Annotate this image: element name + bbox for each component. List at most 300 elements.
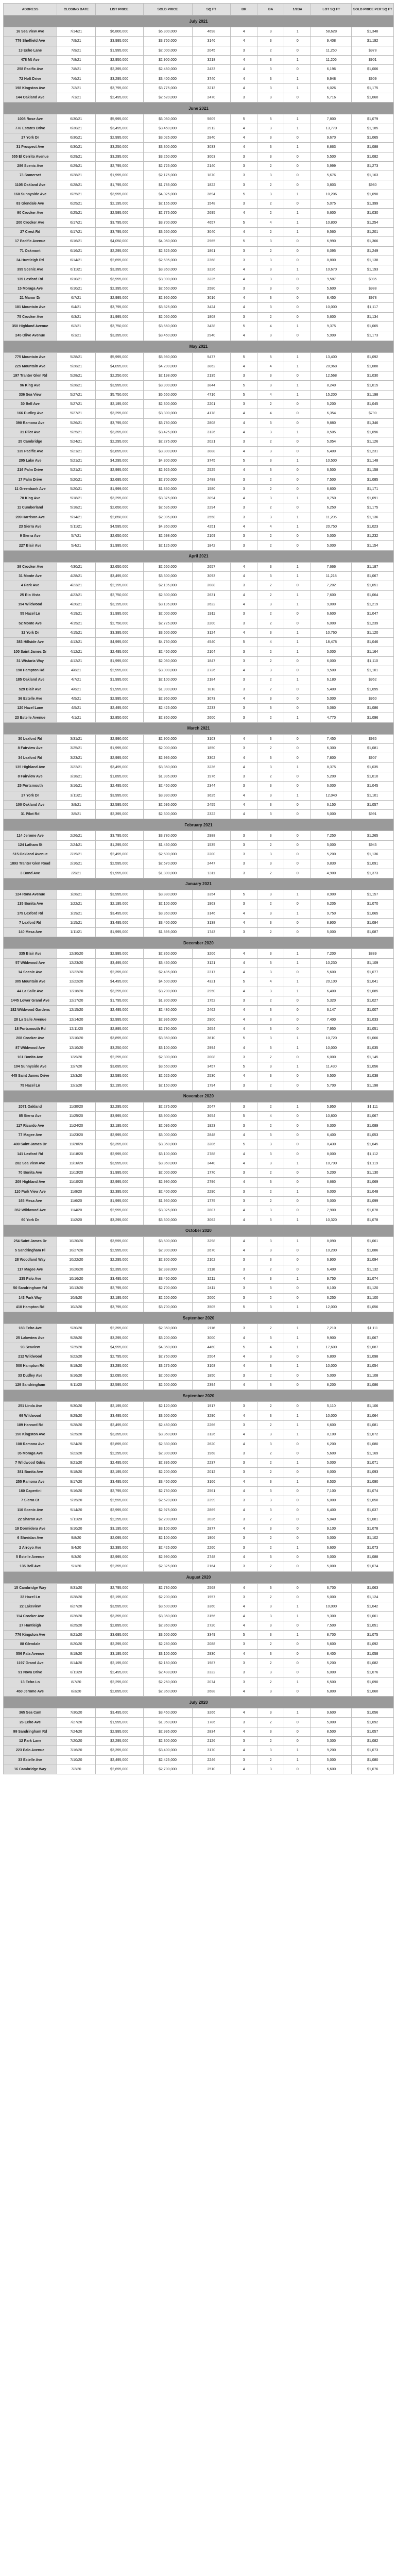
value-cell: 3062 <box>192 1215 231 1225</box>
table-row <box>4 124 394 133</box>
value-cell: 2620 <box>192 1439 231 1449</box>
value-cell: 7/24/20 <box>57 1727 96 1736</box>
value-cell: 11/23/20 <box>57 1130 96 1140</box>
value-cell: 5/21/21 <box>57 447 96 456</box>
value-cell: 4 <box>231 209 257 218</box>
value-cell: $2,395,000 <box>95 1187 143 1196</box>
value-cell: 1842 <box>192 541 231 550</box>
value-cell: 9/28/20 <box>57 1420 96 1430</box>
value-cell: 2455 <box>192 800 231 809</box>
address-cell: 1893 Tranter Glen Road <box>4 859 57 869</box>
address-cell: 556 Pala Avenue <box>4 1649 57 1658</box>
value-cell: 2109 <box>192 532 231 541</box>
value-cell: 3 <box>231 772 257 781</box>
value-cell: 4 <box>231 666 257 675</box>
value-cell: 4 <box>231 1015 257 1024</box>
value-cell: 2/24/21 <box>57 840 96 850</box>
value-cell: 2 <box>257 869 284 878</box>
value-cell: 3 <box>257 190 284 199</box>
value-cell: 2 <box>257 1562 284 1571</box>
value-cell: $2,695,000 <box>95 256 143 265</box>
value-cell: 0 <box>284 1196 311 1206</box>
table-row <box>4 409 394 418</box>
address-cell: 135 Highland Ave <box>4 762 57 772</box>
value-cell: 6,250 <box>311 503 352 513</box>
value-cell: 6,095 <box>311 246 352 256</box>
value-cell: $2,195,000 <box>95 581 143 590</box>
value-cell: $2,595,000 <box>95 1380 143 1389</box>
address-cell: 39 Crocker Ave <box>4 562 57 571</box>
value-cell: $2,995,000 <box>95 753 143 762</box>
value-cell: 4 <box>231 1621 257 1630</box>
table-row <box>4 46 394 55</box>
value-cell: 6/30/21 <box>57 124 96 133</box>
value-cell: $2,925,000 <box>143 466 192 475</box>
value-cell: $1,995,000 <box>95 869 143 878</box>
value-cell: $1,249 <box>352 246 394 256</box>
address-cell: 23 Sierra Ave <box>4 522 57 531</box>
value-cell: 5,676 <box>311 171 352 180</box>
value-cell: $3,695,000 <box>95 1631 143 1640</box>
address-cell: 197 Tranter Glen Rd <box>4 371 57 381</box>
value-cell: 8,900 <box>311 890 352 899</box>
value-cell: 12,568 <box>311 371 352 381</box>
table-row <box>4 161 394 171</box>
value-cell: $3,995,000 <box>95 37 143 46</box>
table-row <box>4 791 394 800</box>
value-cell: 5,000 <box>311 928 352 937</box>
table-row <box>4 1256 394 1265</box>
value-cell: $2,295,000 <box>95 1102 143 1111</box>
value-cell: $2,450,000 <box>143 1420 192 1430</box>
value-cell: 0 <box>284 1256 311 1265</box>
value-cell: 6/29/21 <box>57 161 96 171</box>
value-cell: $3,395,000 <box>95 428 143 437</box>
value-cell: $2,750,000 <box>95 619 143 628</box>
table-row <box>4 1468 394 1477</box>
column-header: LIST PRICE <box>95 4 143 15</box>
value-cell: 9,948 <box>311 74 352 83</box>
table-row <box>4 1496 394 1505</box>
address-cell: 129 Sandringham <box>4 1380 57 1389</box>
value-cell: $1,173 <box>352 331 394 341</box>
value-cell: 3 <box>231 1324 257 1333</box>
value-cell: $3,500,000 <box>143 1236 192 1246</box>
value-cell: 1 <box>284 321 311 331</box>
table-row <box>4 1159 394 1168</box>
value-cell: $2,795,000 <box>95 1352 143 1362</box>
value-cell: $2,495,000 <box>95 850 143 859</box>
value-cell: 3 <box>257 600 284 609</box>
value-cell: 3 <box>231 1420 257 1430</box>
value-cell: 2047 <box>192 1102 231 1111</box>
value-cell: 1850 <box>192 1371 231 1380</box>
value-cell: $1,995,000 <box>95 541 143 550</box>
value-cell: 5 <box>231 456 257 465</box>
value-cell: 6,800 <box>311 1687 352 1696</box>
value-cell: $2,775,000 <box>143 209 192 218</box>
value-cell: 3 <box>257 124 284 133</box>
value-cell: 0 <box>284 1727 311 1736</box>
value-cell: $3,700,000 <box>143 1302 192 1312</box>
value-cell: 12/7/20 <box>57 1062 96 1071</box>
value-cell: $3,660,000 <box>143 321 192 331</box>
value-cell: 1 <box>284 628 311 637</box>
address-cell: 16 Sea View Ave <box>4 27 57 37</box>
value-cell: 5,000 <box>311 840 352 850</box>
value-cell: 0 <box>284 840 311 850</box>
table-row <box>4 312 394 321</box>
value-cell: $1,067 <box>352 1333 394 1343</box>
value-cell: 9/16/20 <box>57 1486 96 1496</box>
value-cell: $1,175 <box>352 503 394 513</box>
value-cell: 1311 <box>192 869 231 878</box>
value-cell: $2,500,000 <box>143 850 192 859</box>
value-cell: 6,354 <box>311 409 352 418</box>
value-cell: 2 <box>257 1640 284 1649</box>
value-cell: 9/30/20 <box>57 1324 96 1333</box>
table-row <box>4 628 394 637</box>
column-header: CLOSING DATE <box>57 4 96 15</box>
value-cell: $978 <box>352 294 394 303</box>
value-cell: 4 <box>231 55 257 64</box>
value-cell: 10,670 <box>311 265 352 275</box>
value-cell: 11/18/20 <box>57 1149 96 1159</box>
address-cell: 33 Dudley Ave <box>4 1371 57 1380</box>
value-cell: 1 <box>284 890 311 899</box>
table-row <box>4 371 394 381</box>
table-row <box>4 494 394 503</box>
value-cell: $1,090 <box>352 190 394 199</box>
value-cell: 8,000 <box>311 1149 352 1159</box>
value-cell: $2,000,000 <box>143 46 192 55</box>
value-cell: 8,375 <box>311 762 352 772</box>
value-cell: 3 <box>231 928 257 937</box>
value-cell: 0 <box>284 1072 311 1081</box>
value-cell: 1 <box>284 1708 311 1718</box>
value-cell: 4 <box>231 265 257 275</box>
value-cell: $2,325,000 <box>143 246 192 256</box>
value-cell: 4 <box>231 1505 257 1515</box>
value-cell: 9/17/20 <box>57 1477 96 1486</box>
address-cell: 110 Scenic Ave <box>4 1505 57 1515</box>
value-cell: $1,045 <box>352 1140 394 1149</box>
value-cell: 3 <box>231 581 257 590</box>
value-cell: 1/28/21 <box>57 890 96 899</box>
value-cell: 3 <box>257 1621 284 1630</box>
value-cell: $3,395,000 <box>95 1612 143 1621</box>
value-cell: $1,061 <box>352 1612 394 1621</box>
value-cell: $3,250,000 <box>143 152 192 161</box>
value-cell: $3,300,000 <box>143 143 192 152</box>
address-cell: 36 Estelle Ave <box>4 694 57 703</box>
value-cell: 5/4/21 <box>57 541 96 550</box>
value-cell: $2,300,000 <box>143 1449 192 1458</box>
value-cell: 0 <box>284 1621 311 1630</box>
value-cell: 8,700 <box>311 1631 352 1640</box>
address-cell: 85 Sierra Ave <box>4 1112 57 1121</box>
value-cell: 2045 <box>192 46 231 55</box>
value-cell: 0 <box>284 256 311 265</box>
value-cell: $3,295,000 <box>95 494 143 503</box>
value-cell: $2,990,000 <box>95 734 143 743</box>
value-cell: 1847 <box>192 656 231 666</box>
value-cell: 8,530 <box>311 1477 352 1486</box>
value-cell: $2,495,000 <box>95 1755 143 1765</box>
value-cell: 3438 <box>192 321 231 331</box>
value-cell: 3 <box>231 1534 257 1543</box>
value-cell: 10,206 <box>311 190 352 199</box>
column-header: BR <box>231 4 257 15</box>
value-cell: 1 <box>284 1043 311 1053</box>
value-cell: 5,400 <box>311 685 352 694</box>
value-cell: 10/30/20 <box>57 1236 96 1246</box>
value-cell: 5,200 <box>311 399 352 409</box>
value-cell: $3,500,000 <box>143 628 192 637</box>
value-cell: $3,650,000 <box>143 1062 192 1071</box>
value-cell: 1 <box>284 1543 311 1552</box>
address-cell: 120 Hazel Lane <box>4 704 57 713</box>
value-cell: 0 <box>284 1178 311 1187</box>
value-cell: 2 <box>257 199 284 209</box>
value-cell: 6,600 <box>311 1420 352 1430</box>
value-cell: 3 <box>257 791 284 800</box>
value-cell: $1,995,000 <box>95 656 143 666</box>
address-cell: 34 Lexford Rd <box>4 753 57 762</box>
value-cell: $2,450,000 <box>143 647 192 656</box>
value-cell: $1,050 <box>352 1496 394 1505</box>
value-cell: 6,300 <box>311 744 352 753</box>
value-cell: 11/25/20 <box>57 1112 96 1121</box>
value-cell: 5,110 <box>311 1402 352 1411</box>
value-cell: $945 <box>352 840 394 850</box>
value-cell: $1,035 <box>352 1043 394 1053</box>
value-cell: 2008 <box>192 1053 231 1062</box>
table-row <box>4 1343 394 1352</box>
value-cell: $2,400,000 <box>143 1187 192 1196</box>
table-row <box>4 1668 394 1677</box>
value-cell: 4 <box>231 466 257 475</box>
value-cell: $2,395,000 <box>95 1265 143 1274</box>
value-cell: $3,400,000 <box>143 918 192 927</box>
value-cell: $2,495,000 <box>95 1668 143 1677</box>
value-cell: 3093 <box>192 572 231 581</box>
value-cell: $3,195,000 <box>95 1524 143 1534</box>
value-cell: 4 <box>257 638 284 647</box>
value-cell: $1,145 <box>352 1053 394 1062</box>
table-row <box>4 977 394 987</box>
value-cell: 2126 <box>192 1736 231 1745</box>
value-cell: 4 <box>231 143 257 152</box>
column-header: SOLD PRICE <box>143 4 192 15</box>
value-cell: $1,064 <box>352 590 394 600</box>
value-cell: 11,218 <box>311 572 352 581</box>
address-cell: 775 Mountain Ave <box>4 352 57 362</box>
value-cell: $1,219 <box>352 600 394 609</box>
value-cell: 5477 <box>192 352 231 362</box>
value-cell: 4 <box>231 522 257 531</box>
value-cell: $1,030 <box>352 209 394 218</box>
value-cell: $2,425,000 <box>143 1543 192 1552</box>
value-cell: $1,088 <box>352 362 394 371</box>
value-cell: $2,260,000 <box>143 1677 192 1687</box>
value-cell: $3,300,000 <box>143 409 192 418</box>
table-row <box>4 1072 394 1081</box>
value-cell: 9,000 <box>311 600 352 609</box>
value-cell: 10,200 <box>311 1246 352 1256</box>
value-cell: 0 <box>284 1371 311 1380</box>
table-row <box>4 1486 394 1496</box>
value-cell: 1 <box>284 1343 311 1352</box>
value-cell: 11/16/20 <box>57 1159 96 1168</box>
value-cell: 1 <box>284 1411 311 1420</box>
table-row <box>4 1081 394 1090</box>
value-cell: $2,600,000 <box>143 1380 192 1389</box>
value-cell: $3,460,000 <box>143 958 192 968</box>
value-cell: 4460 <box>192 1343 231 1352</box>
value-cell: $3,495,000 <box>95 918 143 927</box>
table-row <box>4 390 394 399</box>
value-cell: 5/20/21 <box>57 484 96 494</box>
value-cell: 3 <box>257 1024 284 1033</box>
value-cell: $2,450,000 <box>143 65 192 74</box>
value-cell: 4 <box>231 600 257 609</box>
table-row <box>4 1333 394 1343</box>
column-header: 1/2BA <box>284 4 311 15</box>
value-cell: 7,250 <box>311 831 352 840</box>
value-cell: $1,995,000 <box>95 1168 143 1177</box>
value-cell: $1,079 <box>352 114 394 124</box>
value-cell: 0 <box>284 1206 311 1215</box>
value-cell: 0 <box>284 1718 311 1727</box>
value-cell: $1,995,000 <box>95 171 143 180</box>
month-header-row <box>4 1225 394 1236</box>
value-cell: 4 <box>231 968 257 977</box>
value-cell: 2 <box>257 1402 284 1411</box>
value-cell: $3,825,000 <box>143 303 192 312</box>
value-cell: 2470 <box>192 93 231 103</box>
value-cell: 3103 <box>192 734 231 743</box>
value-cell: 2 <box>257 227 284 236</box>
value-cell: $1,082 <box>352 1658 394 1668</box>
value-cell: 3 <box>257 1178 284 1187</box>
value-cell: $3,495,000 <box>95 124 143 133</box>
address-cell: 141 Lexford Rd <box>4 1149 57 1159</box>
value-cell: 3 <box>231 1458 257 1467</box>
value-cell: 5,000 <box>311 1718 352 1727</box>
value-cell: 8,900 <box>311 918 352 927</box>
table-row <box>4 1449 394 1458</box>
value-cell: 12/1/20 <box>57 1081 96 1090</box>
column-header: SOLD PRICE PER SQ FT <box>352 4 394 15</box>
value-cell: 2 <box>257 161 284 171</box>
table-row <box>4 114 394 124</box>
value-cell: 7,202 <box>311 581 352 590</box>
value-cell: $3,995,000 <box>95 381 143 390</box>
value-cell: 7/27/20 <box>57 1718 96 1727</box>
value-cell: 9/4/20 <box>57 1543 96 1552</box>
value-cell: 4 <box>231 1380 257 1389</box>
value-cell: $2,295,000 <box>95 1449 143 1458</box>
value-cell: 6/17/21 <box>57 227 96 236</box>
value-cell: 3/16/21 <box>57 782 96 791</box>
value-cell: $3,900,000 <box>143 381 192 390</box>
address-cell: 124 Rona Avenue <box>4 890 57 899</box>
value-cell: $4,995,000 <box>95 1343 143 1352</box>
value-cell: $2,950,000 <box>95 55 143 64</box>
value-cell: 9,750 <box>311 909 352 918</box>
value-cell: 1 <box>284 124 311 133</box>
value-cell: 4/12/21 <box>57 647 96 656</box>
value-cell: 3 <box>231 1196 257 1206</box>
table-row <box>4 840 394 850</box>
value-cell: $1,007 <box>352 1006 394 1015</box>
value-cell: 2 <box>257 1371 284 1380</box>
value-cell: $3,795,000 <box>95 418 143 428</box>
address-cell: 7 Lexford Rd <box>4 918 57 927</box>
address-cell: 93 Seaview <box>4 1343 57 1352</box>
table-row <box>4 869 394 878</box>
value-cell: $1,066 <box>352 1034 394 1043</box>
address-cell: 6 Sheridan Ave <box>4 1534 57 1543</box>
address-cell: 31 Prospect Ave <box>4 143 57 152</box>
month-label: September 2020 <box>4 1390 394 1402</box>
table-row <box>4 218 394 227</box>
value-cell: $3,300,000 <box>143 572 192 581</box>
value-cell: 10,000 <box>311 1411 352 1420</box>
address-cell: 8 Fairview Ave <box>4 772 57 781</box>
value-cell: 3088 <box>192 447 231 456</box>
value-cell: 2 <box>257 1515 284 1524</box>
value-cell: 2411 <box>192 1284 231 1293</box>
value-cell: $2,395,000 <box>95 1543 143 1552</box>
value-cell: 8/20/20 <box>57 1640 96 1649</box>
address-cell: 227 Blair Ave <box>4 541 57 550</box>
value-cell: 4 <box>231 1352 257 1362</box>
value-cell: 3 <box>257 1256 284 1265</box>
value-cell: 4,900 <box>311 869 352 878</box>
value-cell: 1870 <box>192 171 231 180</box>
value-cell: $1,995,000 <box>95 46 143 55</box>
value-cell: 5 <box>231 638 257 647</box>
value-cell: $1,072 <box>352 1430 394 1439</box>
address-cell: 83 Glendale Ave <box>4 199 57 209</box>
value-cell: 4540 <box>192 638 231 647</box>
month-header-row <box>4 1090 394 1102</box>
value-cell: $4,050,000 <box>95 237 143 246</box>
value-cell: 2104 <box>192 647 231 656</box>
value-cell: $4,025,000 <box>143 190 192 199</box>
value-cell: $2,995,000 <box>143 1727 192 1736</box>
value-cell: 3 <box>231 1718 257 1727</box>
value-cell: 4 <box>231 1159 257 1168</box>
value-cell: 5/27/21 <box>57 409 96 418</box>
value-cell: $3,795,000 <box>95 303 143 312</box>
value-cell: $1,069 <box>352 1178 394 1187</box>
value-cell: 3121 <box>192 958 231 968</box>
column-header: LOT SQ FT <box>311 4 352 15</box>
value-cell: $3,295,000 <box>95 1215 143 1225</box>
value-cell: 8,430 <box>311 1140 352 1149</box>
value-cell: $3,795,000 <box>95 218 143 227</box>
value-cell: 2796 <box>192 1178 231 1187</box>
value-cell: 3 <box>257 918 284 927</box>
value-cell: 5,000 <box>311 532 352 541</box>
value-cell: 0 <box>284 918 311 927</box>
value-cell: 4251 <box>192 522 231 531</box>
value-cell: $3,250,000 <box>95 143 143 152</box>
value-cell: 4 <box>231 1727 257 1736</box>
